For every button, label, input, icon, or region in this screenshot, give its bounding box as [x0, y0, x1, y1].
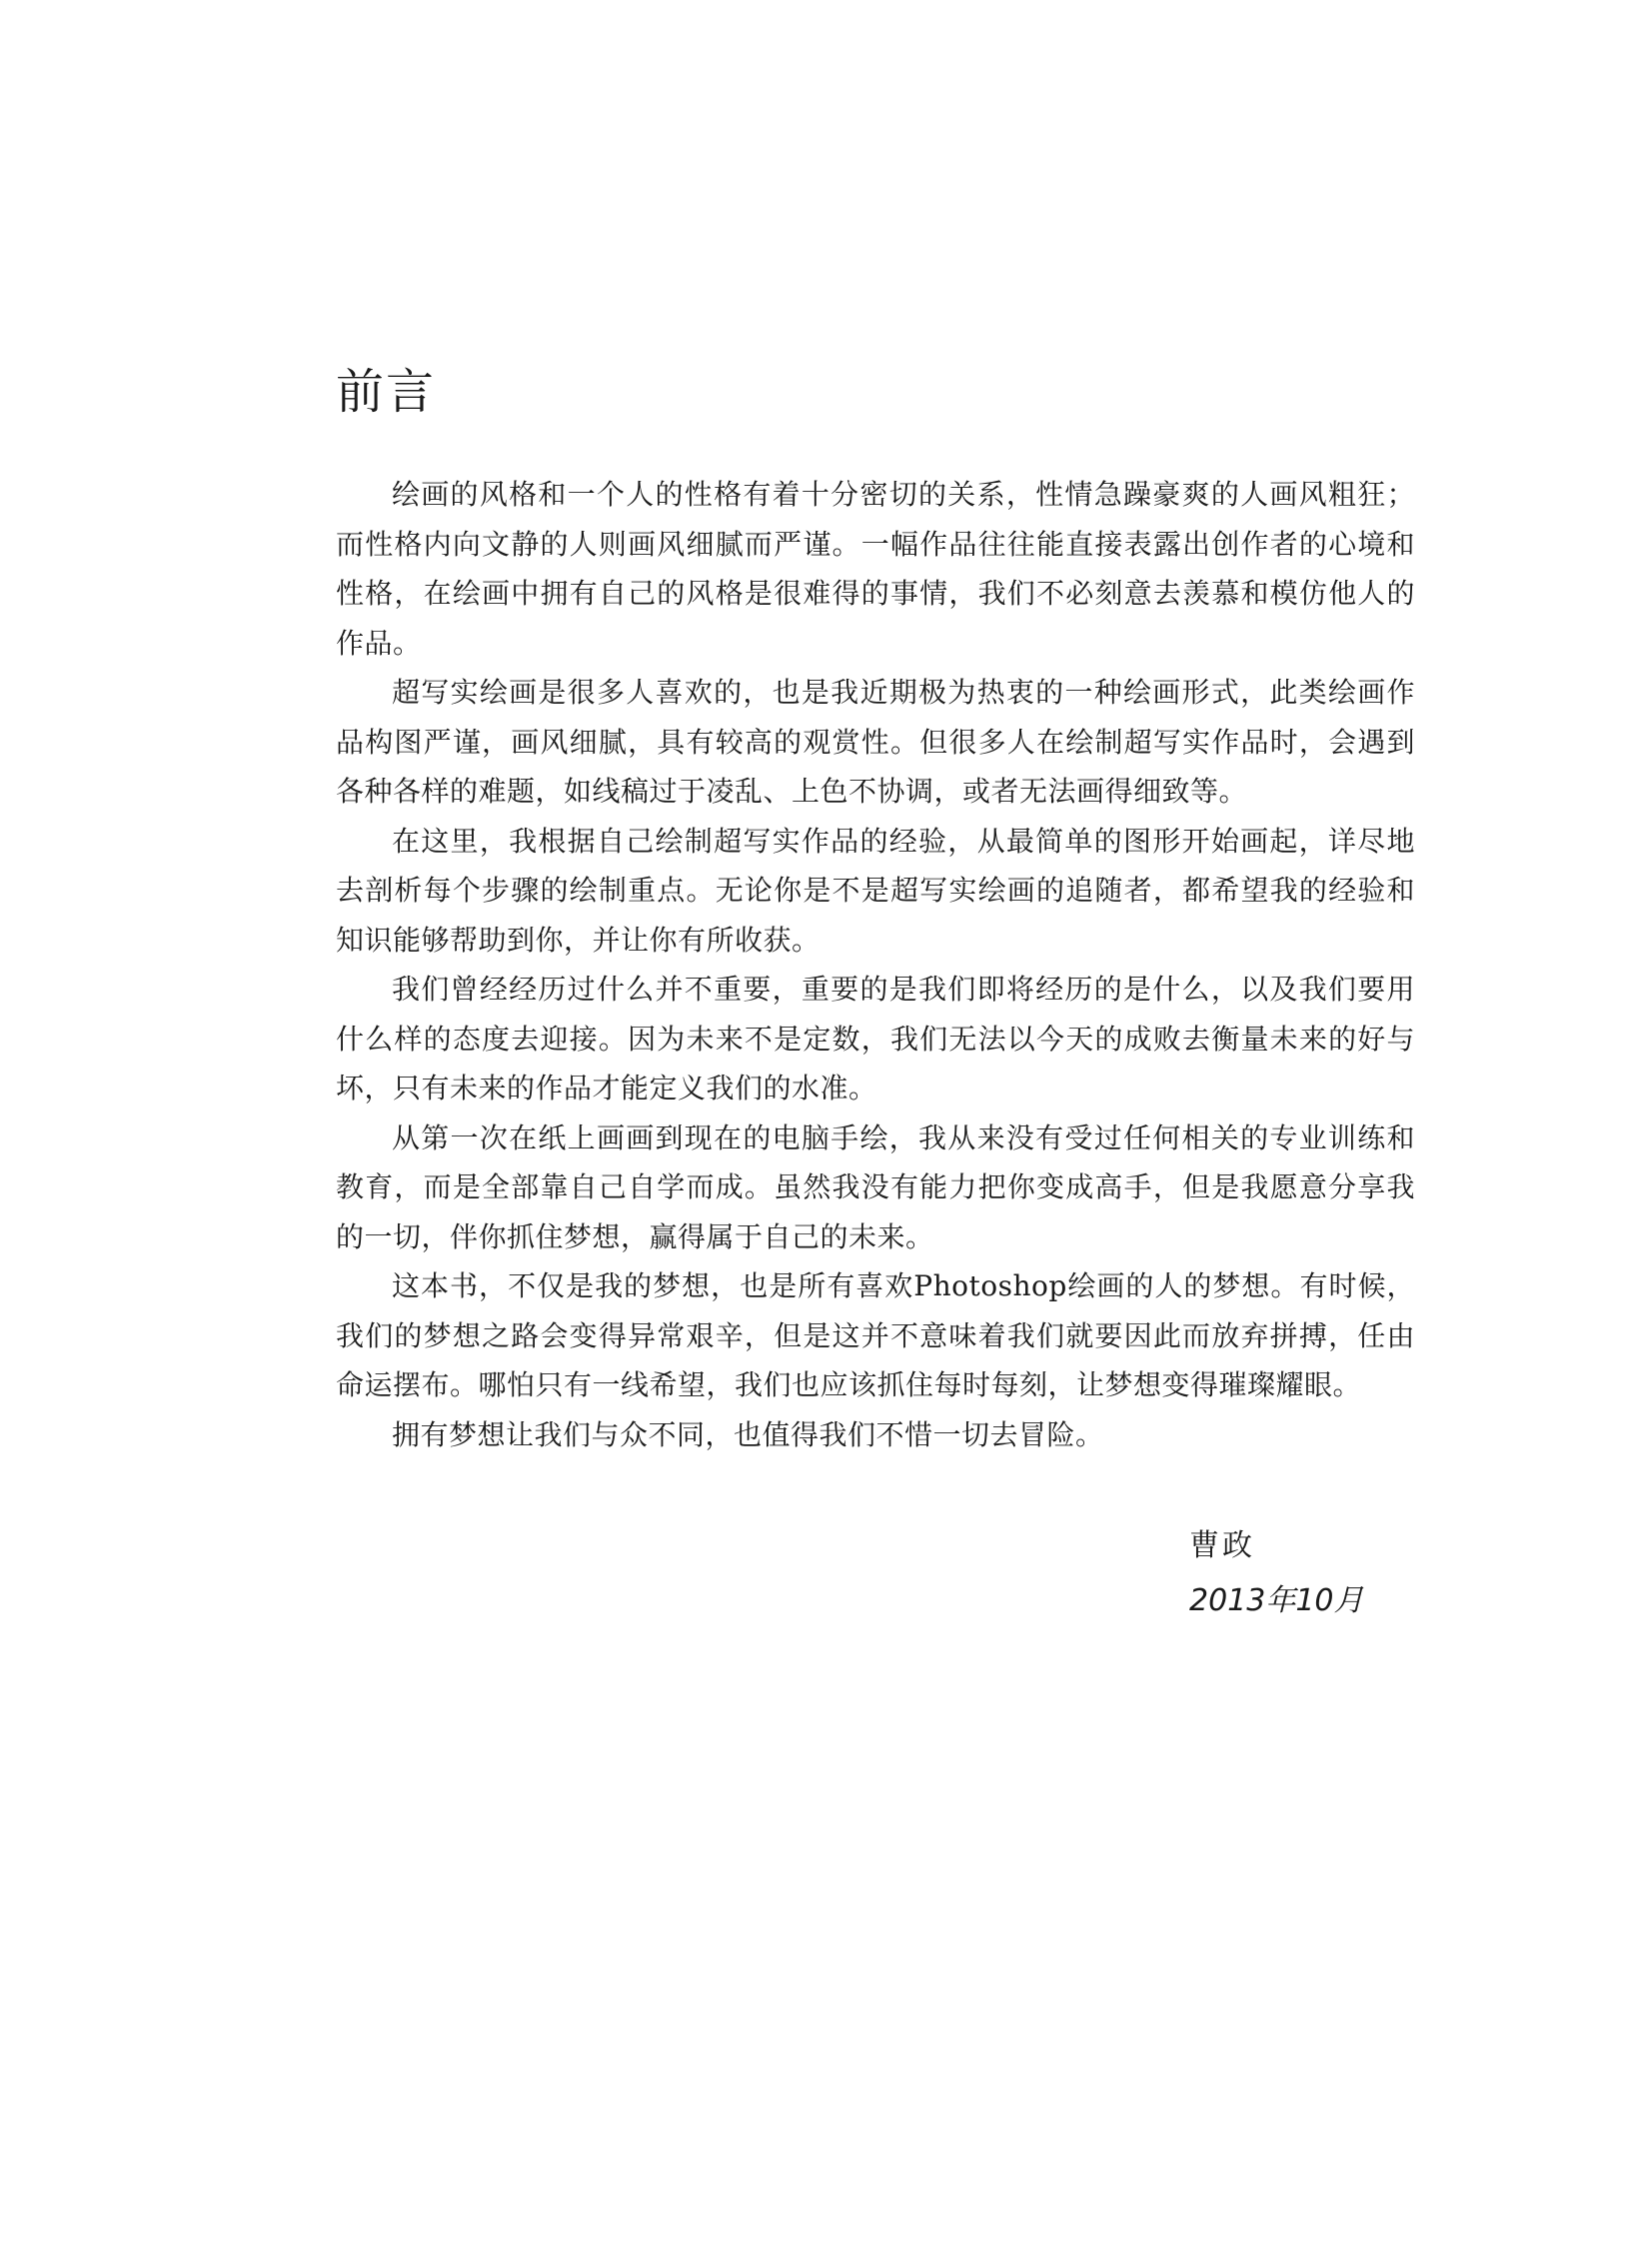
paragraph: 我们曾经经历过什么并不重要，重要的是我们即将经历的是什么，以及我们要用什么样的态度去迎接。因为未来不是定数，我们无法以今天的成败去衡量未来的好与坏，只有未来的作品才能定义我们的水准。	[336, 973, 1415, 1105]
page-title: 前言	[336, 364, 437, 420]
paragraph: 在这里，我根据自己绘制超写实作品的经验，从最简单的图形开始画起，详尽地去剖析每个步骤的绘制重点。无论你是不是超写实绘画的追随者，都希望我的经验和知识能够帮助到你，并让你有所收获。	[336, 824, 1415, 957]
paragraph: 拥有梦想让我们与众不同，也值得我们不惜一切去冒险。	[392, 1417, 1104, 1451]
paragraph: 这本书，不仅是我的梦想，也是所有喜欢Photoshop绘画的人的梦想。有时候，我们的梦想之路会变得异常艰辛，但是这并不意味着我们就要因此而放弃拼搏，任由命运摆布。哪怕只有一线希望，我们也应该抓住每时每刻，让梦想变得璀璨耀眼。	[336, 1269, 1415, 1401]
paragraph: 超写实绘画是很多人喜欢的，也是我近期极为热衷的一种绘画形式，此类绘画作品构图严谨，画风细腻，具有较高的观赏性。但很多人在绘制超写实作品时，会遇到各种各样的难题，如线稿过于凌乱、上色不协调，或者无法画得细致等。	[336, 676, 1415, 808]
preface-body	[336, 470, 1415, 1459]
date-line: 2013年10月	[1189, 1583, 1364, 1618]
paragraph: 从第一次在纸上画画到现在的电脑手绘，我从来没有受过任何相关的专业训练和教育，而是全部靠自己自学而成。虽然我没有能力把你变成高手，但是我愿意分享我的一切，伴你抓住梦想，赢得属于自己的未来。	[336, 1121, 1415, 1253]
author-signature: 曹政	[1189, 1528, 1255, 1563]
paragraph: 绘画的风格和一个人的性格有着十分密切的关系，性情急躁豪爽的人画风粗狂；而性格内向文静的人则画风细腻而严谨。一幅作品往往能直接表露出创作者的心境和性格，在绘画中拥有自己的风格是很难得的事情，我们不必刻意去羡慕和模仿他人的作品。	[336, 478, 1415, 660]
